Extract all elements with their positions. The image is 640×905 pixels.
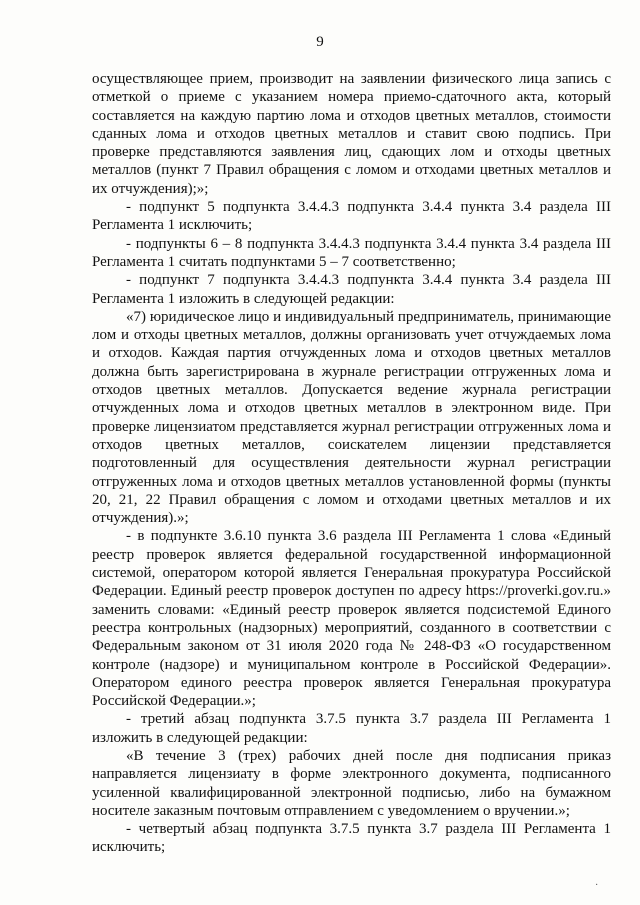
paragraph-exclude-subitem-5: - подпункт 5 подпункта 3.4.4.3 подпункта 3.4.4 пункта 3.4 раздела III Регламента 1 исключить; xyxy=(92,199,611,234)
paragraph-renumber-subitems: - подпункты 6 – 8 подпункта 3.4.4.3 подпункта 3.4.4 пункта 3.4 раздела III Регламента 1 считать подпунктами 5 – 7 соответственно; xyxy=(92,235,611,270)
paragraph-fourth-abzac: - четвертый абзац подпункта 3.7.5 пункта 3.7 раздела III Регламента 1 исключить; xyxy=(92,821,611,856)
paragraph-restate-subitem-7: - подпункт 7 подпункта 3.4.4.3 подпункта 3.4.4 пункта 3.4 раздела III Регламента 1 изложить в следующей редакции: xyxy=(92,272,611,307)
paragraph-quoted-subitem-7: «7) юридическое лицо и индивидуальный предприниматель, принимающие лом и отходы цветных металлов, должны организовать учет отчуждаемых лома и отходов. Каждая партия отчужденных лома и отходов цветных металлов должна быть зарегистрирована в журнале регистрации отгруженных лома и отходов цветных металлов. Допускается ведение журнала регистрации отчужденных лома и отходов цветных металлов в электронном виде. При проверке лицензиатом представляется журнал регистрации отгруженных лома и отходов цветных металлов, соискателем лицензии представляется подготовленный для осуществления деятельности журнал регистрации отгруженных лома и отходов цветных металлов установленной формы (пункты 20, 21, 22 Правил обращения с ломом и отходами цветных металлов и их отчуждения).»; xyxy=(92,308,611,527)
document-body xyxy=(92,70,611,857)
paragraph-third-abzac: - третий абзац подпункта 3.7.5 пункта 3.7 раздела III Регламента 1 изложить в следующей редакции: xyxy=(92,711,611,746)
paragraph-subitem-3-6-10: - в подпункте 3.6.10 пункта 3.6 раздела III Регламента 1 слова «Единый реестр проверок является федеральной государственной информационной системой, оператором которой является Генеральная прокуратура Российской Федерации. Единый реестр проверок доступен по адресу https://proverki.gov.ru.» заменить словами: «Единый реестр проверок является подсистемой Единого реестра контрольных (надзорных) мероприятий, созданного в соответствии с Федеральным законом от 31 июля 2020 года № 248-ФЗ «О государственном контроле (надзоре) и муниципальном контроле в Российской Федерации». Оператором единого реестра проверок является Генеральная прокуратура Российской Федерации.»; xyxy=(92,528,611,710)
paragraph-quoted-3-days: «В течение 3 (трех) рабочих дней после дня подписания приказ направляется лицензиату в форме электронного документа, подписанного усиленной квалифицированной электронной подписью, либо на бумажном носителе заказным почтовым отправлением с уведомлением о вручении.»; xyxy=(92,747,611,819)
page-number: 9 xyxy=(316,34,324,50)
corner-mark: · xyxy=(595,880,599,891)
paragraph-continuation: осуществляющее прием, производит на заявлении физического лица запись с отметкой о приеме с указанием номера приемо-сдаточного акта, который составляется на каждую партию лома и отходов цветных металлов, стоимости сданных лома и отходов цветных металлов и ставит свою подпись. При проверке представляются заявления лиц, сдающих лом и отходы цветных металлов (пункт 7 Правил обращения с ломом и отходами цветных металлов и их отчуждения);»; xyxy=(92,71,611,197)
